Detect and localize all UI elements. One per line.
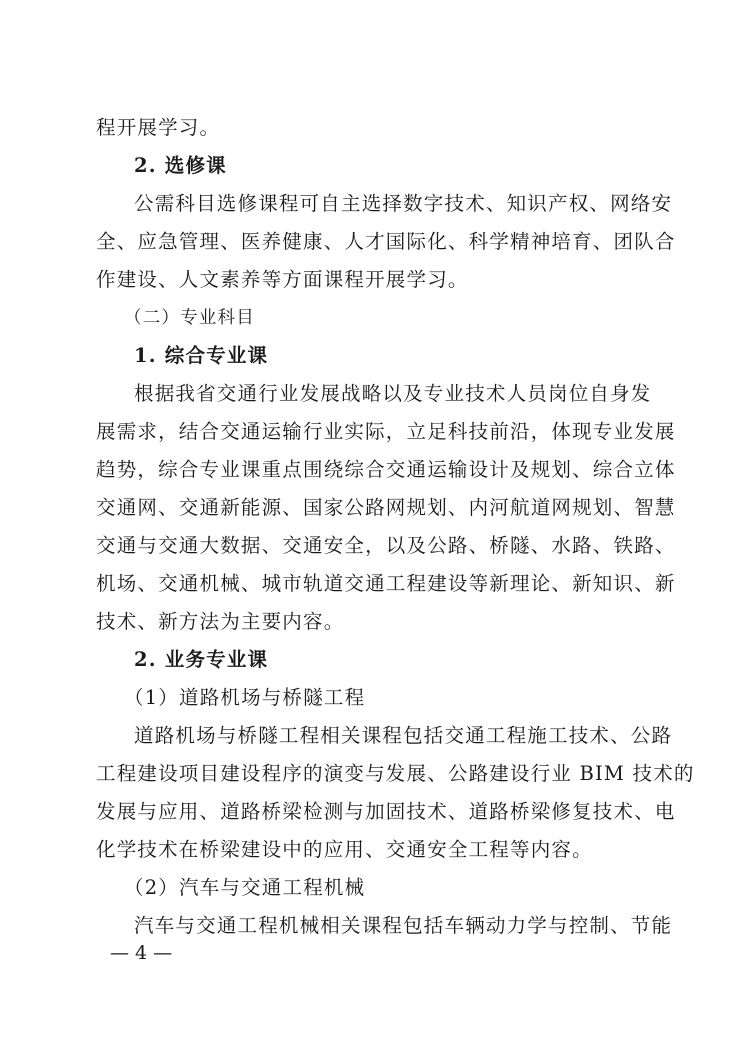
paragraph-line: 化学技术在桥梁建设中的应用、交通安全工程等内容。 bbox=[96, 838, 593, 861]
paragraph-line: 根据我省交通行业发展战略以及专业技术人员岗位自身发 bbox=[134, 382, 652, 405]
paragraph-line: 道路机场与桥隧工程相关课程包括交通工程施工技术、公路 bbox=[134, 724, 673, 747]
paragraph-line: 工程建设项目建设程序的演变与发展、公路建设行业 BIM 技术的 bbox=[96, 762, 695, 785]
section-heading: （1）道路机场与桥隧工程 bbox=[124, 686, 366, 709]
paragraph-line: 作建设、人文素养等方面课程开展学习。 bbox=[96, 268, 469, 291]
paragraph-line: 汽车与交通工程机械相关课程包括车辆动力学与控制、节能 bbox=[134, 914, 673, 937]
paragraph-line: 交通与交通大数据、交通安全，以及公路、桥隧、水路、铁路、 bbox=[96, 534, 676, 557]
section-heading: （2）汽车与交通工程机械 bbox=[124, 876, 366, 899]
paragraph-line: 公需科目选修课程可自主选择数字技术、知识产权、网络安 bbox=[134, 192, 673, 215]
paragraph-line: 展需求，结合交通运输行业实际，立足科技前沿，体现专业发展 bbox=[96, 420, 676, 443]
paragraph-line: 发展与应用、道路桥梁检测与加固技术、道路桥梁修复技术、电 bbox=[96, 800, 676, 823]
page-number: — 4 — bbox=[110, 942, 173, 964]
paragraph-line: 机场、交通机械、城市轨道交通工程建设等新理论、新知识、新 bbox=[96, 572, 676, 595]
section-heading: （二）专业科目 bbox=[124, 308, 255, 328]
paragraph-line: 全、应急管理、医养健康、人才国际化、科学精神培育、团队合 bbox=[96, 230, 676, 253]
paragraph-line: 技术、新方法为主要内容。 bbox=[96, 610, 345, 633]
paragraph-line: 交通网、交通新能源、国家公路网规划、内河航道网规划、智慧 bbox=[96, 496, 676, 519]
paragraph-line: 趋势，综合专业课重点围绕综合交通运输设计及规划、综合立体 bbox=[96, 458, 676, 481]
section-heading: 1. 综合专业课 bbox=[134, 344, 269, 367]
section-heading: 2. 选修课 bbox=[134, 154, 227, 177]
section-heading: 2. 业务专业课 bbox=[134, 648, 269, 671]
paragraph-line: 程开展学习。 bbox=[96, 116, 221, 139]
